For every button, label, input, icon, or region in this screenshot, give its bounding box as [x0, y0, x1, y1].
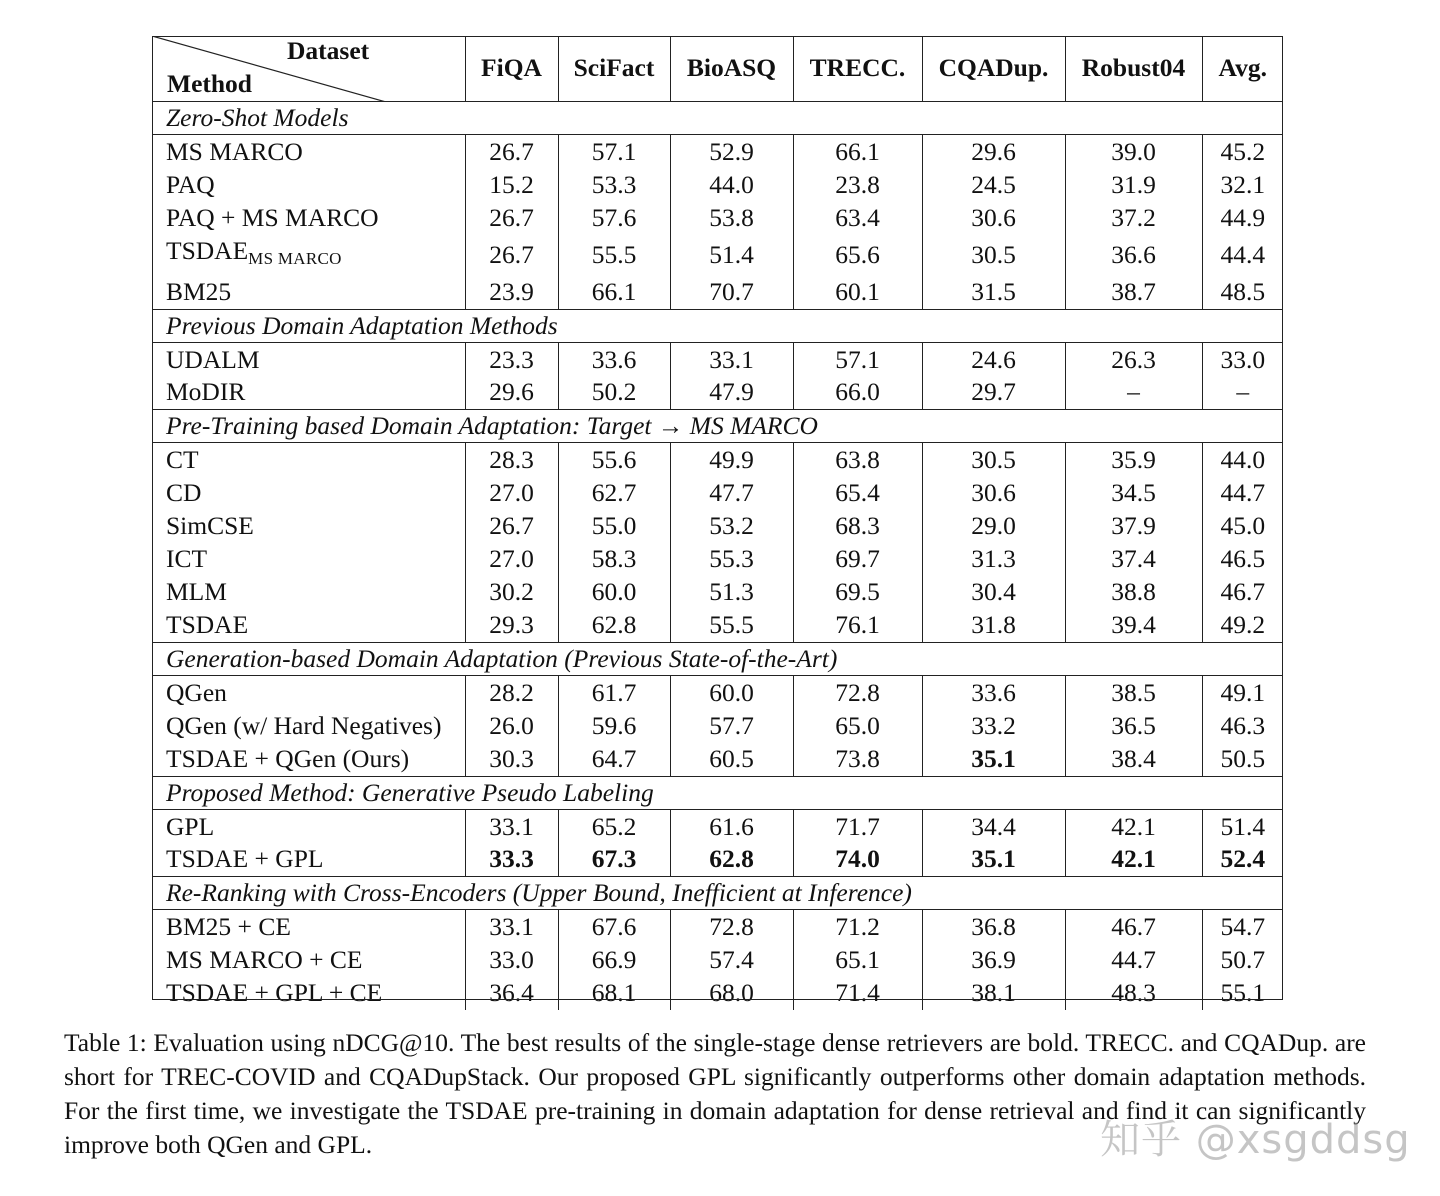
section-title: Proposed Method: Generative Pseudo Labeling: [152, 776, 1283, 809]
method-name: BM25 + CE: [166, 912, 291, 942]
value-cell: 30.3: [465, 743, 558, 776]
value-cell: –: [1202, 376, 1283, 409]
value-cell: 76.1: [793, 609, 922, 642]
value-cell: 60.0: [558, 576, 670, 609]
value-cell: 33.6: [558, 342, 670, 376]
value-cell: 66.1: [558, 276, 670, 309]
method-subscript: MS MARCO: [248, 248, 342, 268]
method-name: TSDAE + QGen (Ours): [166, 743, 410, 773]
value-cell: 26.7: [465, 510, 558, 543]
value-cell: 37.2: [1065, 202, 1202, 235]
value-cell: 60.0: [670, 675, 793, 709]
value-cell: 29.6: [465, 376, 558, 409]
value-cell: 26.3: [1065, 342, 1202, 376]
value-cell: 36.9: [922, 944, 1065, 977]
value-cell: 46.7: [1065, 910, 1202, 944]
value-cell: 72.8: [670, 910, 793, 944]
value-cell: 30.2: [465, 576, 558, 609]
method-name: SimCSE: [166, 511, 254, 541]
table-row: [152, 376, 1283, 409]
table-row: [152, 543, 1283, 576]
table-row: [152, 910, 1283, 944]
value-cell: 60.1: [793, 276, 922, 309]
method-name: MLM: [166, 576, 227, 606]
value-cell: 71.4: [793, 977, 922, 1010]
value-cell: 51.3: [670, 576, 793, 609]
value-cell: 70.7: [670, 276, 793, 309]
method-cell: [152, 809, 465, 843]
method-cell: [152, 576, 465, 609]
section-header-row: [152, 410, 1283, 443]
column-header: CQADup.: [922, 36, 1065, 102]
value-cell: 61.7: [558, 675, 670, 709]
value-cell: 48.5: [1202, 276, 1283, 309]
method-name: PAQ: [166, 169, 215, 199]
method-cell: [152, 342, 465, 376]
value-cell: 23.9: [465, 276, 558, 309]
value-cell: 69.5: [793, 576, 922, 609]
value-cell: 48.3: [1065, 977, 1202, 1010]
value-cell: 65.2: [558, 809, 670, 843]
value-cell: 71.7: [793, 809, 922, 843]
column-header: FiQA: [465, 36, 558, 102]
value-cell: 28.3: [465, 443, 558, 477]
table-row: [152, 977, 1283, 1010]
value-cell: 38.4: [1065, 743, 1202, 776]
watermark: 知乎 @xsgddsg: [1100, 1117, 1411, 1163]
value-cell: 60.5: [670, 743, 793, 776]
method-name: QGen: [166, 677, 227, 707]
method-label: Method: [167, 69, 252, 98]
value-cell: 24.6: [922, 342, 1065, 376]
table-row: [152, 342, 1283, 376]
method-cell: [152, 135, 465, 169]
section-title: Generation-based Domain Adaptation (Previous State-of-the-Art): [152, 642, 1283, 675]
table-row: [152, 510, 1283, 543]
value-cell: 65.4: [793, 477, 922, 510]
table-caption: Table 1: Evaluation using nDCG@10. The best results of the single-stage dense retrievers are bold. TRECC. and CQADup. are short for TREC-COVID and CQADupStack. Our proposed GPL significantly outperforms other domain adaptation methods. For the first time, we investigate the TSDAE pre-training in domain adaptation for dense retrieval and find it can significantly improve both QGen and GPL.: [64, 1028, 1366, 1159]
value-cell: 38.5: [1065, 675, 1202, 709]
value-cell: 62.8: [558, 609, 670, 642]
value-cell: 15.2: [465, 169, 558, 202]
diagonal-header-cell: [152, 36, 465, 102]
method-name: UDALM: [166, 344, 260, 374]
value-cell: 51.4: [670, 235, 793, 276]
value-cell: 53.2: [670, 510, 793, 543]
value-cell: 57.7: [670, 710, 793, 743]
value-cell: 29.6: [922, 135, 1065, 169]
value-cell: 44.7: [1202, 477, 1283, 510]
value-cell: 66.1: [793, 135, 922, 169]
method-cell: [152, 443, 465, 477]
method-cell: [152, 743, 465, 776]
table-row: [152, 135, 1283, 169]
value-cell: 63.8: [793, 443, 922, 477]
value-cell: 32.1: [1202, 169, 1283, 202]
value-cell: 47.7: [670, 477, 793, 510]
value-cell: 57.1: [558, 135, 670, 169]
value-cell: 33.1: [670, 342, 793, 376]
method-name: TSDAE: [166, 609, 249, 639]
table-row: [152, 675, 1283, 709]
value-cell: 39.0: [1065, 135, 1202, 169]
method-name: ICT: [166, 544, 208, 574]
method-name: CT: [166, 445, 199, 475]
method-name: MoDIR: [166, 377, 246, 407]
section-header-row: [152, 642, 1283, 675]
value-cell: 33.1: [465, 809, 558, 843]
value-cell: 53.8: [670, 202, 793, 235]
method-cell: [152, 477, 465, 510]
value-cell: 26.7: [465, 202, 558, 235]
value-cell: 55.1: [1202, 977, 1283, 1010]
method-name: BM25: [166, 276, 232, 306]
value-cell: 24.5: [922, 169, 1065, 202]
value-cell: 35.9: [1065, 443, 1202, 477]
column-header: TRECC.: [793, 36, 922, 102]
value-cell: 68.3: [793, 510, 922, 543]
value-cell: 46.7: [1202, 576, 1283, 609]
value-cell: 51.4: [1202, 809, 1283, 843]
method-cell: [152, 169, 465, 202]
value-cell: 44.7: [1065, 944, 1202, 977]
value-cell: 72.8: [793, 675, 922, 709]
value-cell: 67.6: [558, 910, 670, 944]
value-cell: 53.3: [558, 169, 670, 202]
value-cell: 29.7: [922, 376, 1065, 409]
value-cell: 44.0: [1202, 443, 1283, 477]
method-cell: [152, 376, 465, 409]
value-cell: 33.2: [922, 710, 1065, 743]
table-row: [152, 202, 1283, 235]
value-cell: 36.4: [465, 977, 558, 1010]
value-cell: 52.4: [1202, 843, 1283, 876]
method-cell: [152, 675, 465, 709]
value-cell: 55.6: [558, 443, 670, 477]
value-cell: 36.8: [922, 910, 1065, 944]
column-header: Avg.: [1202, 36, 1283, 102]
value-cell: 37.9: [1065, 510, 1202, 543]
value-cell: 66.9: [558, 944, 670, 977]
section-title: Previous Domain Adaptation Methods: [152, 309, 1283, 342]
value-cell: 57.6: [558, 202, 670, 235]
section-title: Re-Ranking with Cross-Encoders (Upper Bound, Inefficient at Inference): [152, 877, 1283, 910]
table-row: [152, 169, 1283, 202]
table-row: [152, 235, 1283, 276]
value-cell: 30.5: [922, 443, 1065, 477]
table-row: [152, 443, 1283, 477]
value-cell: 31.3: [922, 543, 1065, 576]
method-cell: [152, 510, 465, 543]
method-name: GPL: [166, 811, 215, 841]
value-cell: 55.0: [558, 510, 670, 543]
section-title: Zero-Shot Models: [152, 102, 1283, 135]
table-row: [152, 809, 1283, 843]
value-cell: 66.0: [793, 376, 922, 409]
method-name: TSDAE + GPL: [166, 844, 324, 874]
value-cell: 44.4: [1202, 235, 1283, 276]
dataset-label: Dataset: [287, 36, 370, 65]
value-cell: 26.0: [465, 710, 558, 743]
value-cell: 30.4: [922, 576, 1065, 609]
table-row: [152, 276, 1283, 309]
value-cell: 38.8: [1065, 576, 1202, 609]
value-cell: 62.7: [558, 477, 670, 510]
method-cell: [152, 235, 465, 276]
value-cell: 74.0: [793, 843, 922, 876]
method-cell: [152, 977, 465, 1010]
value-cell: 57.1: [793, 342, 922, 376]
method-name: PAQ + MS MARCO: [166, 202, 379, 232]
method-name: TSDAE: [166, 235, 249, 265]
value-cell: 65.1: [793, 944, 922, 977]
value-cell: 42.1: [1065, 843, 1202, 876]
column-header: SciFact: [558, 36, 670, 102]
table-row: [152, 944, 1283, 977]
value-cell: 26.7: [465, 135, 558, 169]
results-table: [152, 36, 1283, 1010]
value-cell: 35.1: [922, 743, 1065, 776]
method-cell: [152, 543, 465, 576]
method-cell: [152, 276, 465, 309]
value-cell: 30.6: [922, 202, 1065, 235]
value-cell: 44.0: [670, 169, 793, 202]
value-cell: 50.7: [1202, 944, 1283, 977]
value-cell: 44.9: [1202, 202, 1283, 235]
value-cell: 55.3: [670, 543, 793, 576]
value-cell: 33.0: [1202, 342, 1283, 376]
value-cell: 38.7: [1065, 276, 1202, 309]
value-cell: 36.6: [1065, 235, 1202, 276]
method-cell: [152, 843, 465, 876]
value-cell: 62.8: [670, 843, 793, 876]
value-cell: 54.7: [1202, 910, 1283, 944]
value-cell: –: [1065, 376, 1202, 409]
section-header-row: [152, 309, 1283, 342]
value-cell: 30.5: [922, 235, 1065, 276]
table-row: [152, 576, 1283, 609]
table-row: [152, 609, 1283, 642]
value-cell: 31.5: [922, 276, 1065, 309]
value-cell: 29.0: [922, 510, 1065, 543]
section-title: Pre-Training based Domain Adaptation: Target → MS MARCO: [152, 410, 1283, 443]
value-cell: 46.5: [1202, 543, 1283, 576]
value-cell: 46.3: [1202, 710, 1283, 743]
value-cell: 38.1: [922, 977, 1065, 1010]
value-cell: 33.1: [465, 910, 558, 944]
value-cell: 55.5: [558, 235, 670, 276]
value-cell: 34.5: [1065, 477, 1202, 510]
method-cell: [152, 202, 465, 235]
value-cell: 36.5: [1065, 710, 1202, 743]
value-cell: 45.2: [1202, 135, 1283, 169]
table-row: [152, 710, 1283, 743]
table-row: [152, 843, 1283, 876]
method-name: MS MARCO: [166, 137, 303, 166]
value-cell: 35.1: [922, 843, 1065, 876]
table-header-row: [152, 36, 1283, 102]
value-cell: 50.2: [558, 376, 670, 409]
value-cell: 68.0: [670, 977, 793, 1010]
value-cell: 27.0: [465, 477, 558, 510]
value-cell: 47.9: [670, 376, 793, 409]
value-cell: 31.9: [1065, 169, 1202, 202]
value-cell: 49.9: [670, 443, 793, 477]
value-cell: 23.8: [793, 169, 922, 202]
method-name: MS MARCO + CE: [166, 945, 363, 975]
value-cell: 27.0: [465, 543, 558, 576]
value-cell: 28.2: [465, 675, 558, 709]
method-cell: [152, 710, 465, 743]
value-cell: 67.3: [558, 843, 670, 876]
method-name: QGen (w/ Hard Negatives): [166, 710, 442, 740]
value-cell: 55.5: [670, 609, 793, 642]
method-cell: [152, 910, 465, 944]
value-cell: 33.3: [465, 843, 558, 876]
value-cell: 29.3: [465, 609, 558, 642]
value-cell: 23.3: [465, 342, 558, 376]
value-cell: 31.8: [922, 609, 1065, 642]
method-name: TSDAE + GPL + CE: [166, 978, 383, 1008]
value-cell: 58.3: [558, 543, 670, 576]
method-cell: [152, 944, 465, 977]
table-body: [152, 102, 1283, 1011]
value-cell: 49.2: [1202, 609, 1283, 642]
section-header-row: [152, 877, 1283, 910]
column-header: Robust04: [1065, 36, 1202, 102]
value-cell: 26.7: [465, 235, 558, 276]
value-cell: 42.1: [1065, 809, 1202, 843]
value-cell: 37.4: [1065, 543, 1202, 576]
method-cell: [152, 609, 465, 642]
value-cell: 57.4: [670, 944, 793, 977]
value-cell: 33.0: [465, 944, 558, 977]
value-cell: 30.6: [922, 477, 1065, 510]
value-cell: 68.1: [558, 977, 670, 1010]
value-cell: 63.4: [793, 202, 922, 235]
value-cell: 69.7: [793, 543, 922, 576]
value-cell: 59.6: [558, 710, 670, 743]
section-header-row: [152, 102, 1283, 135]
section-header-row: [152, 776, 1283, 809]
value-cell: 61.6: [670, 809, 793, 843]
value-cell: 65.0: [793, 710, 922, 743]
method-name: CD: [166, 478, 202, 508]
value-cell: 49.1: [1202, 675, 1283, 709]
value-cell: 39.4: [1065, 609, 1202, 642]
table-row: [152, 477, 1283, 510]
value-cell: 64.7: [558, 743, 670, 776]
value-cell: 65.6: [793, 235, 922, 276]
value-cell: 50.5: [1202, 743, 1283, 776]
value-cell: 73.8: [793, 743, 922, 776]
value-cell: 33.6: [922, 675, 1065, 709]
value-cell: 45.0: [1202, 510, 1283, 543]
table-row: [152, 743, 1283, 776]
value-cell: 34.4: [922, 809, 1065, 843]
column-header: BioASQ: [670, 36, 793, 102]
value-cell: 71.2: [793, 910, 922, 944]
value-cell: 52.9: [670, 135, 793, 169]
